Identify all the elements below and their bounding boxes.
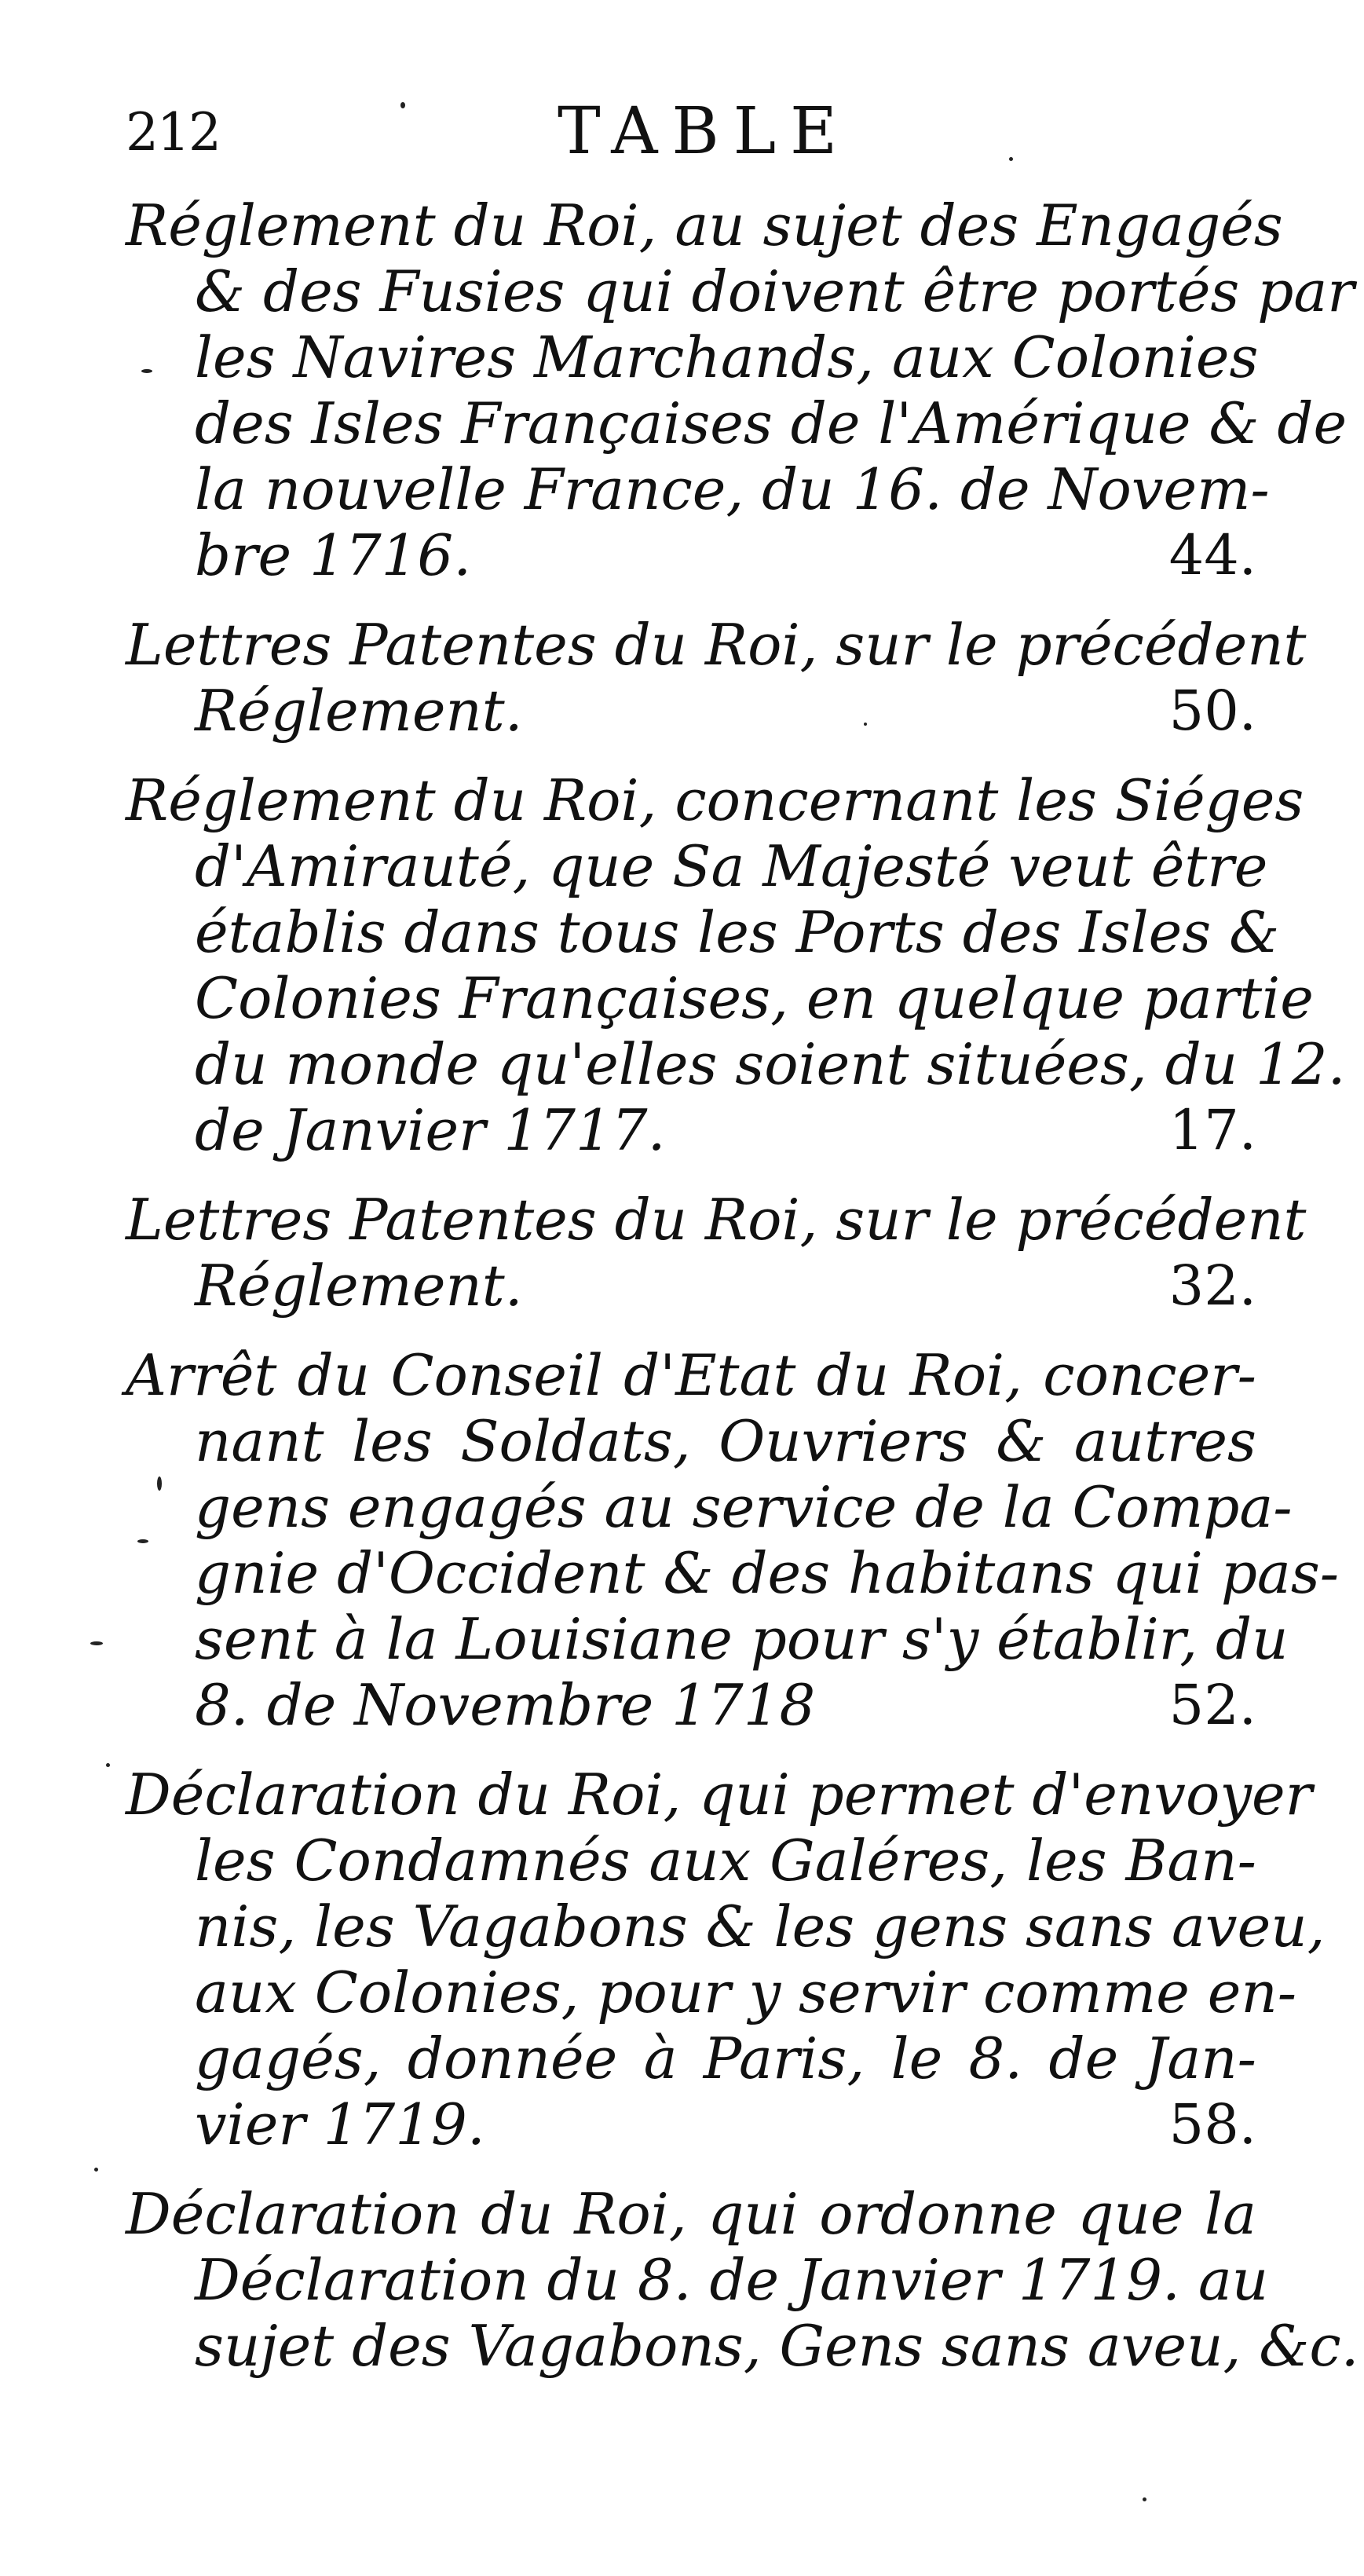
entry-line: Colonies Françaises, en quelque partie [195,965,1314,1031]
entry-page-ref: 50. [1168,679,1256,743]
ink-speck [106,1763,110,1767]
entry-line: gens engagés au service de la Compa- [195,1474,1293,1540]
ink-speck [141,369,152,373]
table-of-contents [126,192,1359,2402]
entry-line [126,1672,1256,1738]
entry-line [126,522,1256,588]
ink-speck [1009,157,1013,161]
entry-page-ref: 44. [1168,523,1256,587]
entry-line-text: 8. de Novembre 1718 [195,1672,816,1738]
entry-line: Réglement du Roi, concernant les Siéges [126,767,1304,833]
page-number: 212 [126,102,220,163]
entry-line-text: de Janvier 1717. [195,1097,666,1163]
entry-page-ref: 17. [1168,1098,1256,1162]
entry-line [126,1253,1256,1319]
toc-entry [126,192,1355,588]
entry-line: les Navires Marchands, aux Colonies [195,324,1259,390]
toc-entry [126,1187,1307,1319]
toc-entry [126,612,1307,744]
entry-line: Déclaration du Roi, qui ordonne que la [126,2181,1256,2247]
entry-line: Lettres Patentes du Roi, sur le précédent [126,612,1307,678]
entry-line: gagés, donnée à Paris, le 8. de Jan- [195,2025,1256,2091]
entry-line-text: bre 1716. [195,522,472,588]
entry-line: Déclaration du Roi, qui permet d'envoyer [126,1762,1313,1828]
entry-line-text: Réglement. [195,1253,523,1319]
entry-line: nis, les Vagabons & les gens sans aveu, [195,1894,1326,1959]
entry-line: Lettres Patentes du Roi, sur le précédent [126,1187,1307,1253]
entry-line: & des Fusies qui doivent être portés par [195,258,1355,324]
entry-line: Arrêt du Conseil d'Etat du Roi, concer- [126,1342,1256,1408]
toc-entry [126,2181,1359,2379]
entry-page-ref: 58. [1168,2092,1256,2157]
ink-speck [137,1539,148,1543]
entry-line [126,2091,1256,2157]
entry-line: les Condamnés aux Galéres, les Ban- [195,1828,1256,1894]
ink-speck [1143,2497,1146,2501]
entry-line: établis dans tous les Ports des Isles & [195,899,1280,965]
toc-entry [126,767,1346,1163]
entry-line: du monde qu'elles soient situées, du 12. [195,1031,1346,1097]
toc-entry [126,1762,1326,2157]
entry-line: la nouvelle France, du 16. de Novem- [195,456,1270,522]
entry-line: gnie d'Occident & des habitans qui pas- [195,1540,1340,1606]
ink-speck [94,2168,98,2172]
entry-line-text: vier 1719. [195,2091,485,2157]
entry-line: Déclaration du 8. de Janvier 1719. au [195,2247,1269,2313]
running-head [118,94,1264,188]
entry-line: sent à la Louisiane pour s'y établir, du [195,1606,1289,1672]
entry-page-ref: 52. [1168,1673,1256,1737]
ink-speck [90,1641,103,1645]
ink-speck [157,1476,162,1491]
page-title: TABLE [558,94,851,169]
entry-line: des Isles Françaises de l'Amérique & de [195,390,1348,456]
ink-speck [400,102,405,108]
entry-line: d'Amirauté, que Sa Majesté veut être [195,833,1268,899]
entry-line: Réglement du Roi, au sujet des Engagés [126,192,1283,258]
entry-line: nant les Soldats, Ouvriers & autres [195,1408,1256,1474]
toc-entry [126,1342,1340,1738]
entry-line: aux Colonies, pour y servir comme en- [195,1959,1297,2025]
entry-line [126,1097,1256,1163]
entry-line: sujet des Vagabons, Gens sans aveu, &c. [195,2313,1359,2379]
entry-line-text: Réglement. [195,678,523,744]
entry-page-ref: 32. [1168,1253,1256,1318]
entry-line [126,678,1256,744]
ink-speck [864,723,867,726]
